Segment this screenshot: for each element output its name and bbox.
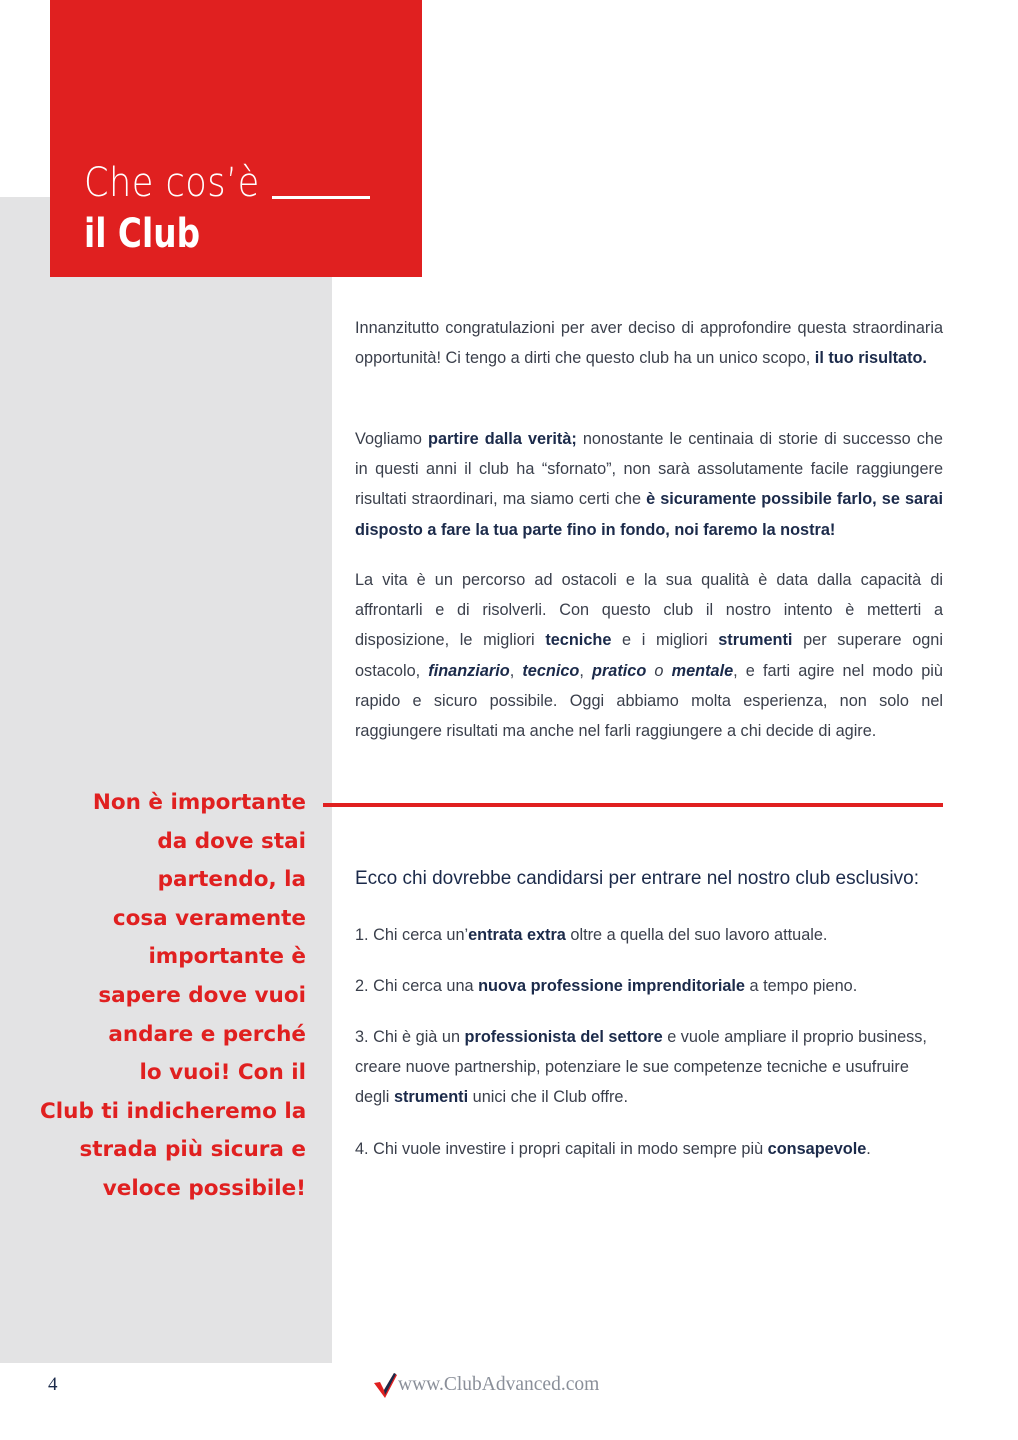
page-number: 4 (48, 1374, 58, 1395)
italic-text: o (654, 661, 664, 680)
emphasis-text: mentale (671, 661, 734, 680)
emphasis-text: strumenti (718, 631, 793, 650)
candidate-item: 3. Chi è già un professionista del settore e vuole ampliare il proprio business, creare nuove partnership, potenziare le sue competenze tecniche e usufruire degli strumenti unici che il Club offre. (355, 1028, 927, 1107)
emphasis-text: nuova professione imprenditoriale (478, 977, 745, 995)
emphasis-text: è sicuramente possibile farlo, se sarai disposto a fare la tua parte fino in fondo, noi faremo la nostra! (355, 490, 943, 539)
pull-quote-line: partendo, la (157, 867, 306, 893)
page-title-line-2: il Club (84, 211, 201, 257)
pull-quote-line: Club ti indicheremo la (40, 1098, 307, 1124)
emphasis-text: strumenti (393, 1088, 469, 1107)
candidate-item: 4. Chi vuole investire i propri capitali in modo sempre più consapevole. (355, 1140, 871, 1158)
pull-quote-line: andare e perché (108, 1021, 306, 1047)
page-title-line-1: Che cos’è (84, 160, 260, 206)
emphasis-text: tecnico (522, 661, 580, 680)
pull-quote-line: Non è importante (92, 790, 306, 815)
checkmark-logo-icon (372, 1371, 398, 1399)
emphasis-text: consapevole (767, 1140, 867, 1158)
emphasis-text: tecniche (545, 631, 612, 650)
candidate-item: 2. Chi cerca una nuova professione imprenditoriale a tempo pieno. (355, 977, 858, 995)
pull-quote-line: lo vuoi! Con il (139, 1060, 306, 1086)
emphasis-text: professionista del settore (464, 1028, 663, 1046)
candidates-intro: Ecco chi dovrebbe candidarsi per entrare nel nostro club esclusivo: (355, 868, 919, 889)
website-url[interactable]: www.ClubAdvanced.com (398, 1374, 600, 1395)
emphasis-text: entrata extra (468, 926, 566, 944)
pull-quote-line: strada più sicura e (79, 1137, 306, 1163)
intro-paragraph-1: Innanzitutto congratulazioni per aver deciso di approfondire questa straordinaria opportunità! Ci tengo a dirti che questo club ha un unico scopo, il tuo risultato. (355, 319, 943, 368)
emphasis-text: il tuo risultato. (814, 349, 927, 368)
pull-quote (40, 784, 306, 1209)
pull-quote-line: sapere dove vuoi (98, 982, 306, 1008)
pull-quote-line: cosa veramente (112, 905, 306, 931)
emphasis-text: finanziario (428, 661, 510, 680)
emphasis-text: pratico (592, 661, 647, 680)
pull-quote-line: importante è (148, 944, 306, 970)
emphasis-text: partire dalla verità; (428, 430, 577, 448)
intro-paragraph-2: Vogliamo partire dalla verità; nonostante le centinaia di storie di successo che in questi anni il club ha “sfornato”, non sarà assolutamente facile raggiungere risultati straordinari, ma siamo certi che è sicuramente possibile farlo, se sarai disposto a fare la tua parte fino in fondo, noi faremo la nostra! (355, 430, 943, 539)
pull-quote-line: da dove stai (157, 828, 306, 854)
section-divider (323, 803, 943, 807)
title-underline (272, 196, 370, 199)
footer-website[interactable] (372, 1368, 599, 1402)
candidate-item: 1. Chi cerca un’entrata extra oltre a quella del suo lavoro attuale. (355, 926, 828, 944)
intro-paragraph-3: La vita è un percorso ad ostacoli e la sua qualità è data dalla capacità di affrontarli e di risolverli. Con questo club il nostro intento è metterti a disposizione, le migliori tecniche e i migliori strumenti per superare ogni ostacolo, finanziario, tecnico, pratico o mentale, e farti agire nel modo più rapido e sicuro possibile. Oggi abbiamo molta esperienza, non solo nel raggiungere risultati ma anche nel farli raggiungere a chi decide di agire. (355, 571, 943, 741)
pull-quote-line: veloce possibile! (102, 1175, 306, 1201)
